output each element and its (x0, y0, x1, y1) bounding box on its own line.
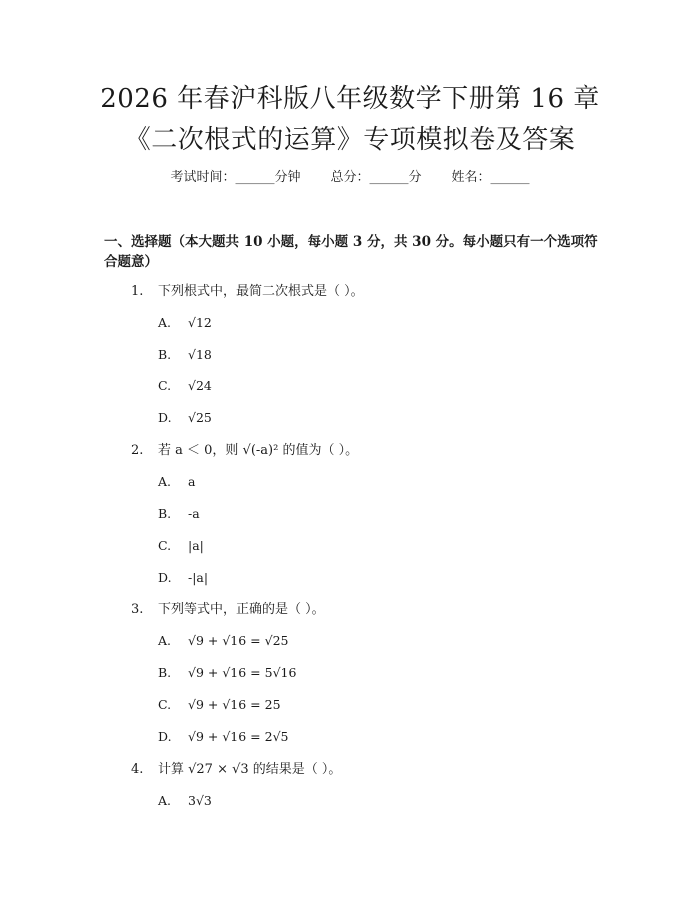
question-text: 下列等式中，正确的是（ ）。 (158, 602, 325, 617)
question-text: 若 a ＜ 0，则 √(-a)² 的值为（ ）。 (158, 443, 359, 458)
option-label: B. (158, 506, 172, 521)
option-label: D. (158, 729, 172, 744)
total-score-field: 总分：______分 (330, 170, 422, 185)
option-label: A. (158, 793, 172, 808)
question-number: 2. (131, 443, 144, 458)
option-label: B. (158, 347, 172, 362)
option-label: D. (158, 570, 172, 585)
option-label: A. (158, 633, 172, 648)
exam-time-field: 考试时间：______分钟 (170, 170, 301, 185)
question-text: 计算 √27 × √3 的结果是（ ）。 (158, 762, 342, 777)
name-field: 姓名：______ (451, 170, 530, 185)
option-text: √9 + √16 = 2√5 (188, 729, 289, 744)
option-label: B. (158, 665, 172, 680)
option-text: √18 (188, 347, 212, 362)
option-text: √9 + √16 = 5√16 (188, 665, 297, 680)
option-label: C. (158, 697, 172, 712)
option-text: √9 + √16 = 25 (188, 697, 281, 712)
option-text: 3√3 (188, 793, 212, 808)
option-text: √25 (188, 410, 212, 425)
document-title-line-2: 《二次根式的运算》专项模拟卷及答案 (124, 125, 576, 155)
option-label: A. (158, 474, 172, 489)
option-text: -a (188, 506, 200, 521)
question-number: 3. (131, 602, 144, 617)
option-label: A. (158, 315, 172, 330)
option-label: C. (158, 378, 172, 393)
option-label: D. (158, 410, 172, 425)
document-title-line-1: 2026 年春沪科版八年级数学下册第 16 章 (100, 84, 600, 114)
option-text: √24 (188, 378, 212, 393)
question-text: 下列根式中，最简二次根式是（ ）。 (158, 284, 364, 299)
option-text: √9 + √16 = √25 (188, 633, 289, 648)
option-label: C. (158, 538, 172, 553)
exam-meta-line (0, 171, 700, 184)
section-heading: 一、选择题（本大题共 10 小题，每小题 3 分，共 30 分。每小题只有一个选项符合题意） (104, 234, 598, 270)
option-text: √12 (188, 315, 212, 330)
question-number: 1. (131, 284, 144, 299)
option-text: a (188, 474, 196, 489)
option-text: |a| (188, 538, 204, 553)
option-text: -|a| (188, 570, 209, 585)
question-number: 4. (131, 762, 144, 777)
